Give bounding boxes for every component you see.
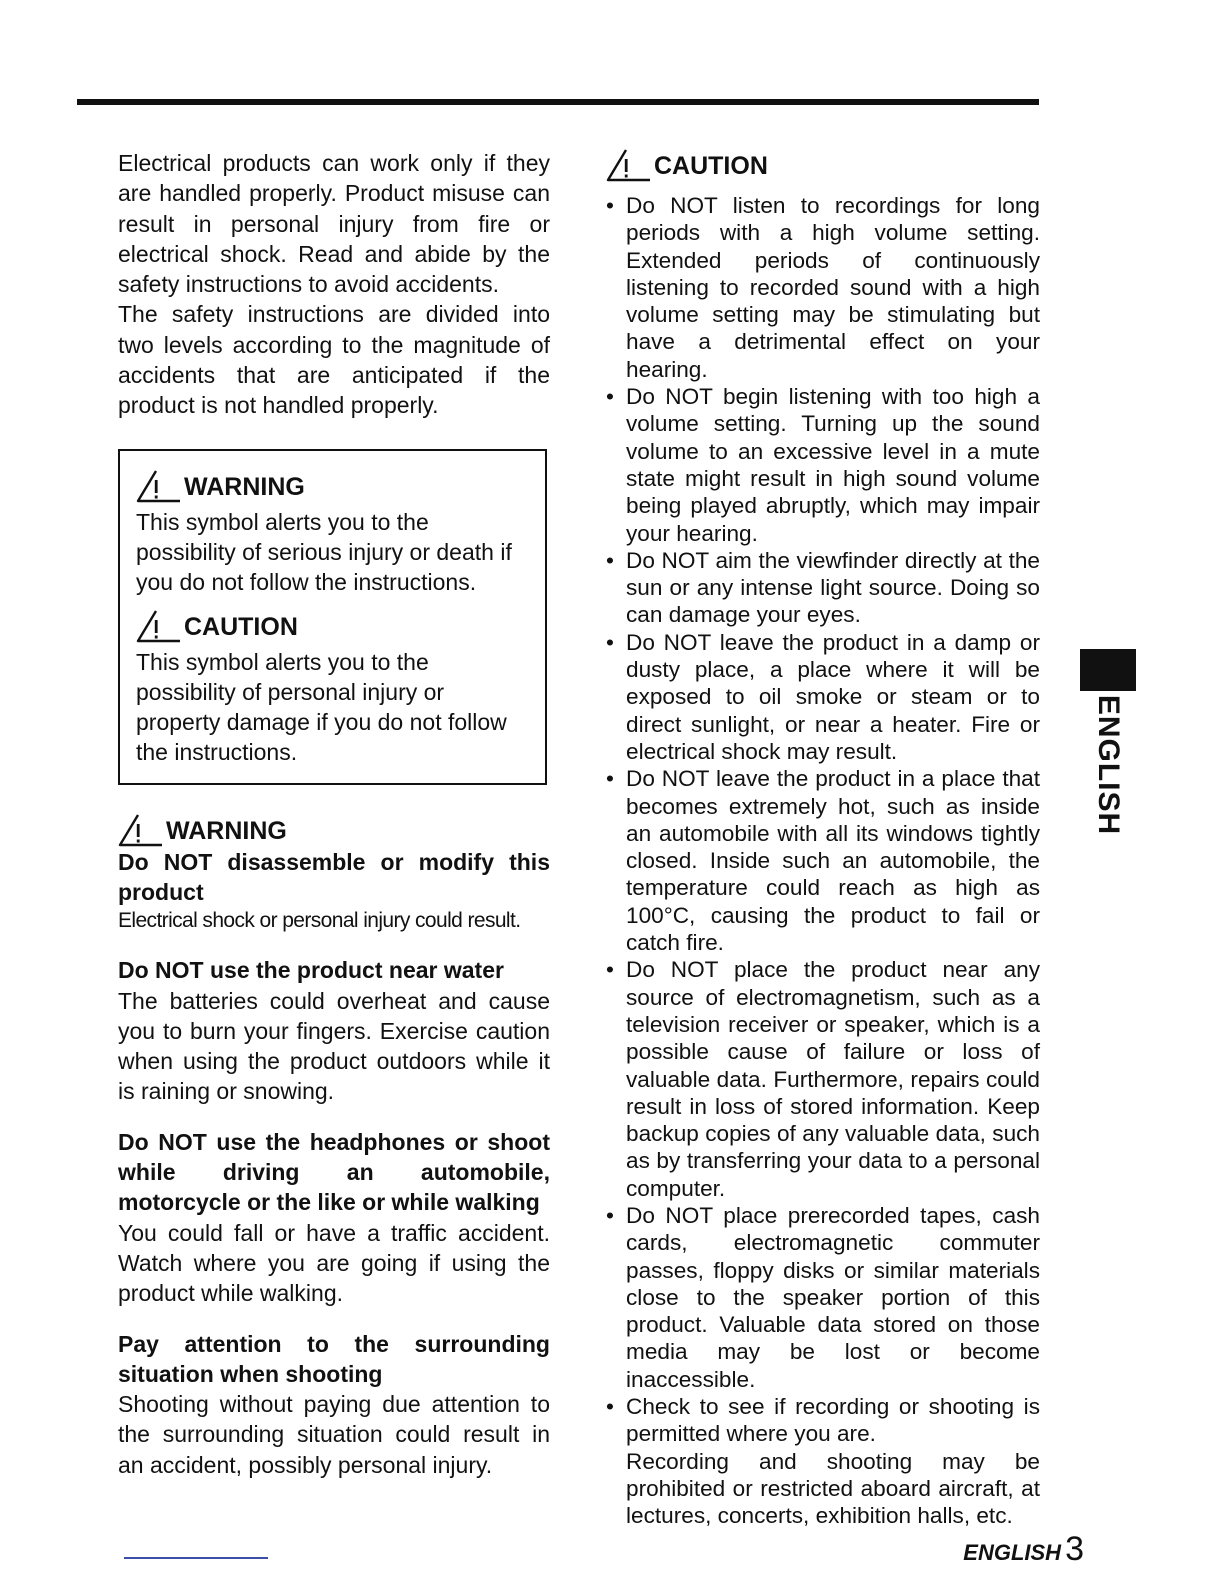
list-item: • Do NOT aim the viewfinder directly at the sun or any intense light source. Doing so can damage your eyes. xyxy=(606,547,1040,629)
intro-paragraph-2: The safety instructions are divided into two levels according to the magnitude of accidents that are anticipated if the product is not handled properly. xyxy=(118,301,550,419)
section-title: Do NOT use the headphones or shoot while driving an automobile, motorcycle or the like or while walking xyxy=(118,1128,550,1216)
box-warning-text: This symbol alerts you to the possibility of serious injury or death if you do not follow the instructions. xyxy=(136,508,512,595)
caution-triangle-icon xyxy=(136,609,182,643)
caution-heading xyxy=(606,148,1040,182)
section-body: Electrical shock or personal injury could result. xyxy=(118,909,521,933)
warning-section xyxy=(118,1127,550,1309)
warning-section xyxy=(118,847,550,936)
list-item: • Do NOT begin listening with too high a volume setting. Turning up the sound volume to an excessive level in a mute state might result in high sound volume being played abruptly, which may impair your hearing. xyxy=(606,383,1040,547)
warning-section xyxy=(118,955,550,1106)
list-item: • Do NOT leave the product in a place that becomes extremely hot, such as inside an automobile with all its windows tightly closed. Inside such an automobile, the temperature could reach as high as 100°C, causing the product to fail or catch fire. xyxy=(606,765,1040,956)
intro-paragraph-1: Electrical products can work only if they are handled properly. Product misuse can result in personal injury from fire or electrical shock. Read and abide by the safety instructions to avoid accidents. xyxy=(118,150,550,298)
box-caution-text: This symbol alerts you to the possibility of personal injury or property damage if you do not follow the instructions. xyxy=(136,648,507,765)
box-caution-label: CAUTION xyxy=(184,612,298,641)
list-item: • Do NOT place the product near any source of electromagnetism, such as a television receiver or speaker, which is a possible cause of failure or loss of valuable data. Furthermore, repairs could result in loss of stored information. Keep backup copies of any valuable data, such as by transferring your data to a personal computer. xyxy=(606,956,1040,1202)
section-body: You could fall or have a traffic accident. Watch where you are going if using the product while walking. xyxy=(118,1219,550,1307)
list-item: • Check to see if recording or shooting is permitted where you are. xyxy=(606,1393,1040,1448)
caution-triangle-icon xyxy=(606,148,652,182)
section-title: Do NOT disassemble or modify this product xyxy=(118,848,550,905)
box-warning-heading xyxy=(136,469,529,503)
right-column xyxy=(606,148,1040,1530)
section-tab-block xyxy=(1080,649,1136,691)
page-footer xyxy=(963,1530,1084,1569)
warning-triangle-icon xyxy=(136,469,182,503)
box-warning-label: WARNING xyxy=(184,472,305,501)
left-column xyxy=(118,148,550,1480)
warning-heading xyxy=(118,813,550,847)
caution-list xyxy=(606,192,1040,1448)
section-body: The batteries could overheat and cause you to burn your fingers. Exercise caution when using the product outdoors while it is raining or snowing. xyxy=(118,987,550,1105)
warning-label: WARNING xyxy=(166,816,287,845)
caution-note: Recording and shooting may be prohibited or restricted aboard aircraft, at lectures, concerts, exhibition halls, etc. xyxy=(626,1448,1040,1529)
section-body: Shooting without paying due attention to the surrounding situation could result in an accident, possibly personal injury. xyxy=(118,1391,550,1478)
side-tab-label: ENGLISH xyxy=(1092,694,1125,836)
list-item: • Do NOT listen to recordings for long periods with a high volume setting. Extended periods of continuously listening to recorded sound with a high volume setting may be stimulating but have a detrimental effect on your hearing. xyxy=(606,192,1040,383)
bottom-accent-line xyxy=(124,1557,268,1559)
box-caution-heading xyxy=(136,609,529,643)
list-item: • Do NOT place prerecorded tapes, cash cards, electromagnetic commuter passes, floppy disks or similar materials close to the speaker portion of this product. Valuable data stored on those media may be lost or become inaccessible. xyxy=(606,1202,1040,1393)
footer-language: ENGLISH xyxy=(963,1540,1062,1565)
symbol-legend-box xyxy=(118,449,547,785)
list-item: • Do NOT leave the product in a damp or dusty place, a place where it will be exposed to oil smoke or steam or to direct sunlight, or near a heater. Fire or electrical shock may result. xyxy=(606,629,1040,765)
caution-label: CAUTION xyxy=(654,152,768,180)
section-title: Do NOT use the product near water xyxy=(118,957,504,984)
top-rule xyxy=(77,99,1039,105)
warning-triangle-icon xyxy=(118,813,164,847)
warning-section xyxy=(118,1329,550,1480)
section-title: Pay attention to the surrounding situation when shooting xyxy=(118,1330,550,1387)
page-number: 3 xyxy=(1065,1530,1084,1568)
